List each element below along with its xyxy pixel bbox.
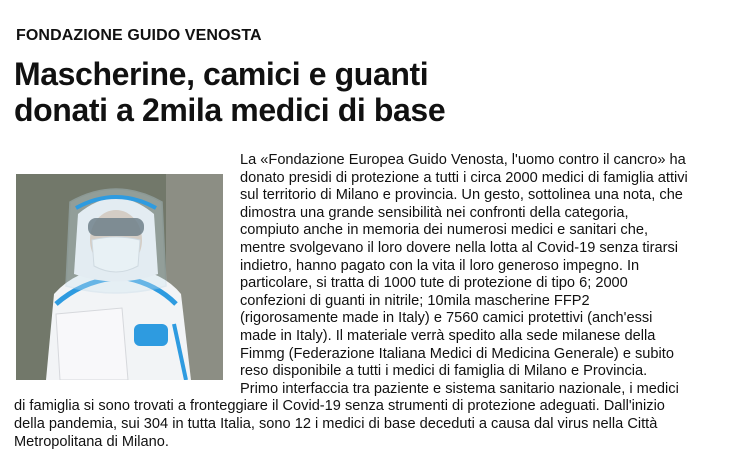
body-line: Metropolitana di Milano. <box>14 433 169 450</box>
body-line: sul territorio di Milano e provincia. Un gesto, sottolinea una nota, che <box>240 187 683 204</box>
body-line: di famiglia si sono trovati a fronteggiare il Covid-19 senza strumenti di protezione adeguati. Dall'inizio <box>14 398 665 415</box>
body-line: particolare, si tratta di 1000 tute di protezione di tipo 6; 2000 <box>240 275 628 292</box>
body-line: La «Fondazione Europea Guido Venosta, l'uomo contro il cancro» ha <box>240 152 686 168</box>
body-line: compiuto anche in memoria dei numerosi medici e sanitari che, <box>240 222 649 239</box>
body-line: made in Italy). Il materiale verrà spedito alla sede milanese della <box>240 327 656 344</box>
headline-line-1: Mascherine, camici e guanti <box>14 56 429 92</box>
headline <box>14 56 734 128</box>
body-line: Primo interfaccia tra paziente e sistema sanitario nazionale, i medici <box>240 380 679 397</box>
body-line: mentre svolgevano il loro dovere nella lotta al Covid-19 senza tirarsi <box>240 239 679 256</box>
body-line: della pandemia, sui 304 in tutta Italia, sono 12 i medici di base deceduti a causa dal virus nella Città <box>14 415 658 432</box>
body-line: Fimmg (Federazione Italiana Medici di Medicina Generale) e subito <box>240 345 674 362</box>
article-body <box>14 152 732 451</box>
body-line: reso disponibile a tutti i medici di famiglia di Milano e Provincia. <box>240 363 648 380</box>
body-line: indietro, hanno pagato con la vita il loro generoso impegno. In <box>240 257 640 274</box>
kicker: FONDAZIONE GUIDO VENOSTA <box>16 27 262 44</box>
body-line: donato presidi di protezione a tutti i circa 2000 medici di famiglia attivi <box>240 169 688 186</box>
body-line: dimostra una grande sensibilità nei confronti della categoria, <box>240 204 629 221</box>
body-line: (rigorosamente made in Italy) e 7560 camici protettivi (anch'essi <box>240 310 653 327</box>
headline-line-2: donati a 2mila medici di base <box>14 92 446 128</box>
body-line: confezioni di guanti in nitrile; 10mila mascherine FFP2 <box>240 292 590 309</box>
